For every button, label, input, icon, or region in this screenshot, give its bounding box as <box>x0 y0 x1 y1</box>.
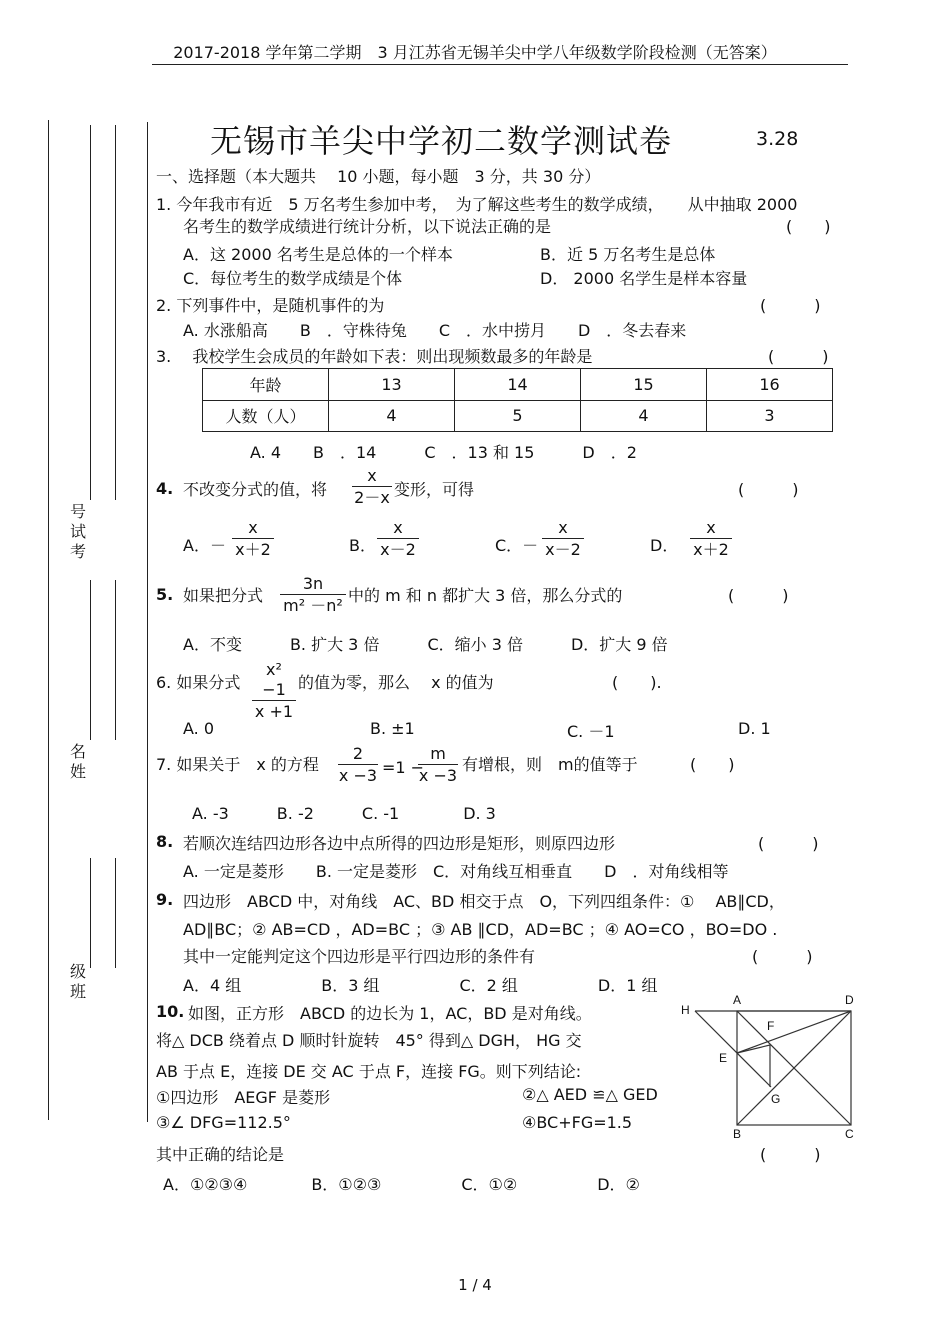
q2-options: A. 水涨船高 B ．守株待兔 C ．水中捞月 D ．冬去春来 <box>183 321 687 340</box>
header-rule <box>152 64 848 65</box>
q4-option-d-fraction: $\frac{x}{x+2}$ <box>690 518 732 561</box>
q5-number: 5. <box>156 585 174 604</box>
q10-number: 10. <box>156 1002 185 1021</box>
q9-options: A．4 组 B．3 组 C．2 组 D．1 组 <box>183 976 658 995</box>
q4-fraction: $\frac{x}{2-x}$ <box>352 466 392 509</box>
q10-conclusion-1: ①四边形 AEGF 是菱形 <box>156 1088 331 1107</box>
q7-answer-paren: ( ) <box>690 755 735 774</box>
table-row <box>203 369 833 401</box>
q2-answer-paren: ( ) <box>760 296 821 315</box>
q8-options: A. 一定是菱形 B. 一定是菱形 C．对角线互相垂直 D ．对角线相等 <box>183 862 729 881</box>
table-cell: 15 <box>581 369 707 401</box>
table-cell: 3 <box>707 400 833 432</box>
q7-equals: =1 − <box>382 758 425 777</box>
q1-option-a: A．这 2000 名考生是总体的一个样本 <box>183 245 453 264</box>
label-g: G <box>771 1092 781 1106</box>
q1-answer-paren: ( ) <box>786 217 831 236</box>
q8-number: 8. <box>156 832 174 851</box>
margin-line-5 <box>90 858 91 968</box>
exam-date: 3.28 <box>756 128 799 150</box>
table-cell: 16 <box>707 369 833 401</box>
table-cell: 人数（人） <box>203 400 329 432</box>
page-title: 无锡市羊尖中学初二数学测试卷 <box>210 122 673 160</box>
section-heading: 一、选择题（本大题共 10 小题，每小题 3 分，共 30 分） <box>156 167 601 186</box>
q7-stem: 7. 如果关于 x 的方程 <box>156 755 319 774</box>
q1-line2: 名考生的数学成绩进行统计分析，以下说法正确的是 <box>183 217 552 236</box>
label-b: B <box>733 1127 742 1141</box>
q6-stem: 6. 如果分式 <box>156 673 241 692</box>
age-table <box>202 368 833 432</box>
q10-line1: 如图，正方形 ABCD 的边长为 1，AC，BD 是对角线。 <box>188 1004 592 1023</box>
q10-answer-paren: ( ) <box>760 1145 821 1164</box>
q7-stem-after: 有增根，则 m的值等于 <box>462 755 638 774</box>
side-label-name: 名 姓 <box>69 742 86 781</box>
q9-answer-paren: ( ) <box>752 947 813 966</box>
q7-fraction-1: $\frac{2}{x -3}$ <box>338 744 378 785</box>
q2-stem: 2. 下列事件中，是随机事件的为 <box>156 296 385 315</box>
q1-option-b: B．近 5 万名考生是总体 <box>540 245 716 264</box>
q5-stem-after: 中的 m 和 n 都扩大 3 倍，那么分式的 <box>348 586 623 605</box>
margin-line-4 <box>115 580 116 740</box>
margin-line-1 <box>90 125 91 500</box>
q4-option-b-fraction: $\frac{x}{x-2}$ <box>377 518 419 561</box>
q9-line2: AD∥BC；② AB=CD ，AD=BC ；③ AB ∥CD，AD=BC ；④ AO=CO ，BO=DO . <box>183 920 778 939</box>
q3-stem: 3. 我校学生会成员的年龄如下表：则出现频数最多的年龄是 <box>156 347 593 366</box>
q1-option-c: C．每位考生的数学成绩是个体 <box>183 269 403 288</box>
margin-line-3 <box>90 580 91 740</box>
label-h: H <box>681 1003 690 1017</box>
q1-option-d: D． 2000 名学生是样本容量 <box>540 269 748 288</box>
q4-stem-after: 变形，可得 <box>394 480 475 499</box>
q7-options: A. -3 B. -2 C. -1 D. 3 <box>192 804 496 823</box>
q6-answer-paren: ( ). <box>612 673 662 692</box>
q4-answer-paren: ( ) <box>738 480 799 499</box>
q10-line2: 将△ DCB 绕着点 D 顺时针旋转 45° 得到△ DGH， HG 交 <box>156 1031 582 1050</box>
q10-options: A．①②③④ B．①②③ C．①② D．② <box>163 1175 640 1194</box>
side-label-class: 级 班 <box>69 962 86 1001</box>
q4-option-b-label: B． <box>349 536 376 555</box>
page-header: 2017-2018 学年第二学期 3 月江苏省无锡羊尖中学八年级数学阶段检测（无答案） <box>173 43 777 62</box>
table-cell: 5 <box>455 400 581 432</box>
q6-option-d: D. 1 <box>738 719 771 738</box>
margin-line-outer <box>48 120 49 1120</box>
label-d: D <box>845 993 854 1007</box>
q4-stem: 不改变分式的值，将 <box>183 480 328 499</box>
q4-option-a-fraction: $\frac{x}{x+2}$ <box>232 518 274 561</box>
page-number: 1 / 4 <box>458 1276 492 1294</box>
q9-line1: 四边形 ABCD 中，对角线 AC、BD 相交于点 O，下列四组条件：① AB∥CD， <box>183 892 785 911</box>
q4-number: 4. <box>156 479 174 498</box>
segment-de <box>737 1011 851 1053</box>
q5-answer-paren: ( ) <box>728 586 789 605</box>
margin-line-2 <box>115 125 116 500</box>
q6-option-c: C. －1 <box>567 722 615 741</box>
q9-number: 9. <box>156 890 174 909</box>
q6-fraction: $\frac{\text{x² −1}}{x +1}$ <box>252 660 296 723</box>
q4-option-c-label: C．－ <box>495 536 539 555</box>
q10-line3: AB 于点 E，连接 DE 交 AC 于点 F，连接 FG。则下列结论: <box>156 1062 582 1081</box>
q5-stem: 如果把分式 <box>183 586 264 605</box>
margin-line-7 <box>147 122 148 1122</box>
table-cell: 13 <box>329 369 455 401</box>
q6-option-a: A. 0 <box>183 719 215 738</box>
segment-ef <box>737 1045 770 1053</box>
side-label-exam-no: 号 试 考 <box>69 502 86 561</box>
q10-geometry-figure <box>675 990 865 1150</box>
q4-option-c-fraction: $\frac{x}{x-2}$ <box>542 518 584 561</box>
q6-option-b: B. ±1 <box>370 719 415 738</box>
q6-stem-after: 的值为零，那么 x 的值为 <box>298 673 494 692</box>
q3-options: A. 4 B ．14 C ．13 和 15 D ．2 <box>250 443 637 462</box>
label-e: E <box>719 1051 728 1065</box>
label-f: F <box>767 1019 775 1033</box>
label-a: A <box>733 993 742 1007</box>
margin-line-6 <box>115 858 116 968</box>
segment-hg <box>695 1011 771 1087</box>
q4-option-a-label: A．－ <box>183 536 226 555</box>
q10-conclusion-4: ④BC+FG=1.5 <box>522 1113 633 1132</box>
q10-conclusion-2: ②△ AED ≌△ GED <box>522 1085 658 1104</box>
q4-option-d-label: D． <box>650 536 679 555</box>
table-row <box>203 400 833 432</box>
table-cell: 4 <box>329 400 455 432</box>
q5-options: A．不变 B. 扩大 3 倍 C．缩小 3 倍 D．扩大 9 倍 <box>183 635 668 654</box>
q8-answer-paren: ( ) <box>758 834 819 853</box>
q1-line1: 1. 今年我市有近 5 万名考生参加中考， 为了解这些考生的数学成绩， 从中抽取 2000 <box>156 195 798 214</box>
q5-fraction: $\frac{3n}{\text{m² －n²}}$ <box>280 574 346 617</box>
table-cell: 14 <box>455 369 581 401</box>
q10-conclusion-3: ③∠ DFG=112.5° <box>156 1113 291 1132</box>
q10-line4: 其中正确的结论是 <box>156 1145 285 1164</box>
q8-stem: 若顺次连结四边形各边中点所得的四边形是矩形，则原四边形 <box>183 834 616 853</box>
q9-line3: 其中一定能判定这个四边形是平行四边形的条件有 <box>183 947 536 966</box>
q7-fraction-2: $\frac{m}{x -3}$ <box>418 744 458 785</box>
table-cell: 年龄 <box>203 369 329 401</box>
label-c: C <box>845 1127 854 1141</box>
q3-answer-paren: ( ) <box>768 347 829 366</box>
table-cell: 4 <box>581 400 707 432</box>
